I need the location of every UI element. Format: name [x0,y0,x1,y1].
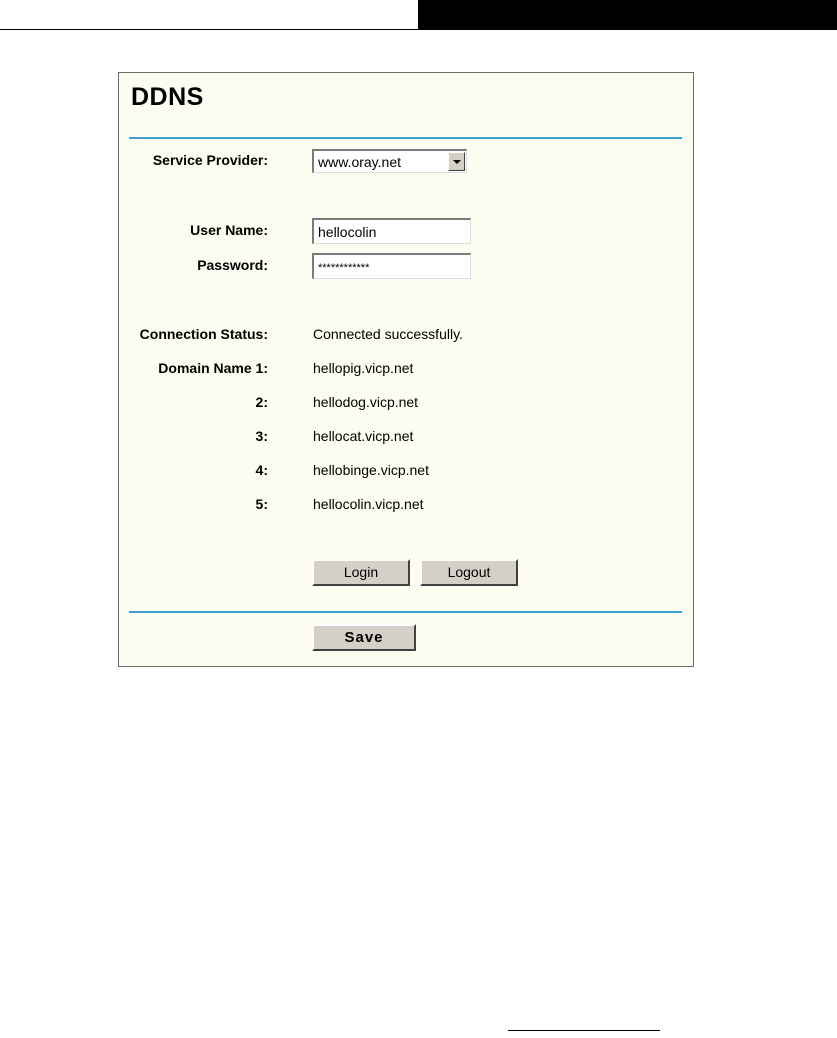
login-button[interactable]: Login [312,559,410,586]
connection-status-label: Connection Status: [139,326,268,342]
domain-value-5: hellocolin.vicp.net [313,496,424,512]
page-title: DDNS [131,83,204,111]
domain-label-4: 4: [255,462,268,478]
domain-label-5: 5: [255,496,268,512]
header-black-bar [418,0,837,29]
logout-button[interactable]: Logout [420,559,518,586]
domain-value-3: hellocat.vicp.net [313,428,414,444]
header-rule [0,29,837,30]
connection-status-value: Connected successfully. [313,326,463,342]
password-mask: ************ [318,262,370,274]
bottom-divider [129,611,682,613]
password-label: Password: [197,257,268,273]
service-provider-select[interactable] [312,149,467,173]
user-name-label: User Name: [190,222,268,238]
save-button[interactable]: Save [312,624,416,651]
domain-label-3: 3: [255,428,268,444]
top-divider [129,137,682,139]
service-provider-value: www.oray.net [318,154,401,170]
domain-value-4: hellobinge.vicp.net [313,462,429,478]
user-name-input[interactable] [312,218,471,244]
service-provider-label: Service Provider: [152,152,268,168]
password-input[interactable] [312,253,471,279]
chevron-down-icon[interactable] [448,152,465,171]
domain-value-1: hellopig.vicp.net [313,360,414,376]
ddns-panel [118,72,694,667]
footer-underline [508,1030,660,1031]
domain-label-1: Domain Name 1: [158,360,268,376]
domain-label-2: 2: [255,394,268,410]
domain-value-2: hellodog.vicp.net [313,394,419,410]
